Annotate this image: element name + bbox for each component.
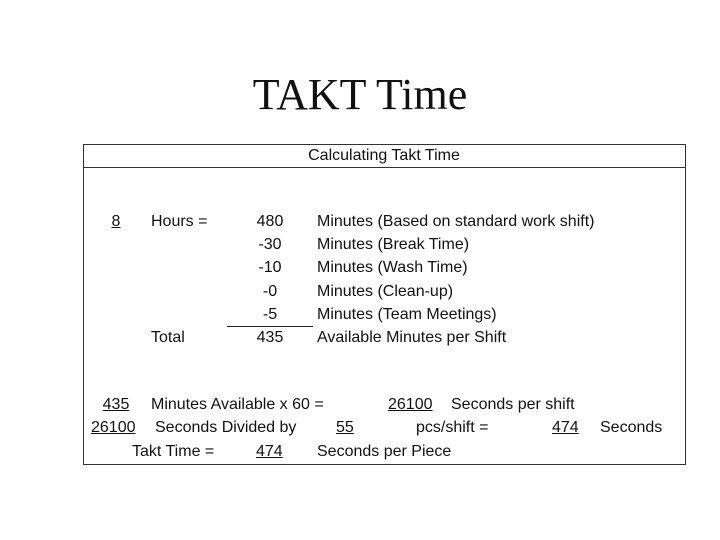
takt-time-value: 474 <box>256 443 283 460</box>
calc1-label: Minutes Available x 60 = <box>151 396 324 413</box>
row-desc: Minutes (Team Meetings) <box>317 306 497 323</box>
total-label: Total <box>151 329 185 346</box>
calc2-result: 474 <box>552 419 579 436</box>
hours-label: Hours = <box>151 213 208 230</box>
hours-value: 8 <box>111 213 121 230</box>
row-value: -30 <box>258 236 282 253</box>
sum-rule <box>227 326 313 327</box>
calc2-seconds: 26100 <box>91 419 136 436</box>
calc2-pcs-label: pcs/shift = <box>416 419 489 436</box>
calc1-unit: Seconds per shift <box>451 396 575 413</box>
takt-time-unit: Seconds per Piece <box>317 443 452 460</box>
total-desc: Available Minutes per Shift <box>317 329 507 346</box>
row-desc: Minutes (Clean-up) <box>317 283 454 300</box>
row-value: 480 <box>256 213 284 230</box>
slide-title: TAKT Time <box>252 70 468 119</box>
calc2-label: Seconds Divided by <box>155 419 297 436</box>
row-desc: Minutes (Break Time) <box>317 236 470 253</box>
row-value: -5 <box>262 306 278 323</box>
calc2-pieces: 55 <box>336 419 354 436</box>
table-header: Calculating Takt Time <box>83 144 685 168</box>
row-desc: Minutes (Wash Time) <box>317 259 468 276</box>
takt-time-label: Takt Time = <box>132 443 215 460</box>
row-value: -0 <box>262 283 278 300</box>
total-value: 435 <box>256 329 284 346</box>
calc1-seconds: 26100 <box>388 396 433 413</box>
row-value: -10 <box>258 259 282 276</box>
calc2-unit: Seconds <box>600 419 663 436</box>
row-desc: Minutes (Based on standard work shift) <box>317 213 595 230</box>
calc1-minutes: 435 <box>102 396 130 413</box>
